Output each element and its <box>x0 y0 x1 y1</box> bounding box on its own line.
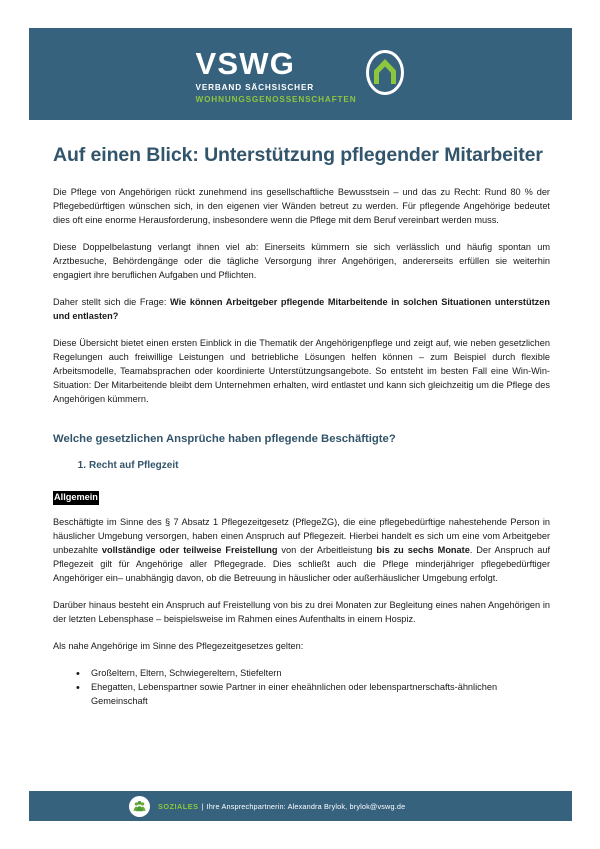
relatives-bullet-list <box>53 667 550 710</box>
intro-paragraph-4: Diese Übersicht bietet einen ersten Einblick in die Thematik der Angehörigenpflege und zeigt auf, wie neben gesetzlichen Regelungen auch freiwillige Leistungen und betriebliche Lösungen helfen können – zum Beispiel durch flexible Arbeitsmodelle, Teamabsprachen oder koordinierte Unterstützungsangebote. So entsteht im besten Fall eine Win-Win-Situation: Der Mitarbeitende bleibt dem Unternehmen erhalten, wird entlastet und kann sich gleichzeitig um die Pflege des Angehörigen kümmern. <box>53 337 550 404</box>
footer-badge <box>129 796 150 817</box>
pflegezeit-part-1: Beschäftigte im Sinne des § 7 Absatz 1 Pflegezeitgesetz (PflegeZG), die eine pflegebedürftige nahestehende Person in häuslicher Umgebung versorgen, haben einen Anspruch auf Pflegezeit. Hierbei handelt es sich um eine vom Arbeitgeber unbezahlte <box>53 516 550 555</box>
pflegezeit-bold-2: bis zu sechs Monate <box>376 544 470 555</box>
list-item: • Großeltern, Eltern, Schwiegereltern, Stiefeltern <box>91 667 550 681</box>
logo-wordmark: VSWG <box>195 46 296 82</box>
footer-text <box>158 802 405 811</box>
pflegezeit-part-2: von der Arbeitleistung <box>277 544 377 555</box>
page-title: Auf einen Blick: Unterstützung pflegender Mitarbeiter <box>53 144 543 166</box>
page-header-band <box>29 28 572 120</box>
list-item: • Ehegatten, Lebenspartner sowie Partner in einer eheähnlichen oder lebenspartnerschafts-ähnlichen Gemeinschaft <box>91 681 550 709</box>
section-heading-legal-claims: Welche gesetzlichen Ansprüche haben pflegende Beschäftigte? <box>53 432 396 445</box>
pflegezeit-bold-1: vollständige oder teilweise Freistellung <box>101 544 278 555</box>
page-footer-band <box>29 791 572 821</box>
numbered-list <box>53 458 550 473</box>
footer-contact-info: Ihre Ansprechpartnerin: Alexandra Brylok, brylok@vswg.de <box>206 801 406 811</box>
numbered-list-item: Recht auf Pflegzeit <box>89 460 179 472</box>
highlighted-subheading-allgemein: Allgemein <box>53 491 99 504</box>
paragraph-3-lead: Daher stellt sich die Frage: <box>53 296 170 307</box>
logo-text-block <box>196 48 357 103</box>
logo-subtitle-line2: WOHNUNGSGENOSSENSCHAFTEN <box>195 94 357 104</box>
intro-paragraph-3 <box>53 296 550 324</box>
footer-content <box>129 796 405 817</box>
logo-subtitle-line1: VERBAND SÄCHSISCHER <box>195 83 315 93</box>
document-content <box>53 143 550 719</box>
footer-separator: | <box>201 801 204 811</box>
intro-paragraph-1: Die Pflege von Angehörigen rückt zunehmend ins gesellschaftliche Bewusstsein – und das zu Recht: Rund 80 % der Pflegebedürftigen wünschen sich, in den eigenen vier Wänden betreut zu werden. Für pflegende Angehörige bedeutet dies oft eine enorme Herausforderung, insbesondere wenn die Pflege mit dem Beruf vereinbart werden muss. <box>53 186 550 225</box>
vswg-logo <box>196 48 406 103</box>
footer-category-label: SOZIALES <box>158 801 199 811</box>
intro-paragraph-2: Diese Doppelbelastung verlangt ihnen viel ab: Einerseits kümmern sie sich verlässlich und häufig spontan um Arztbesuche, Behördengänge oder die tägliche Versorgung ihrer Angehörigen, andererseits erfüllen sie weiterhin engagiert ihre beruflichen Aufgaben und Pflichten. <box>53 241 550 280</box>
social-people-icon <box>132 799 147 814</box>
pflegezeit-part-3: . Der Anspruch auf Pflegezeit gilt für Angehörige aller Pflegegrade. Dies schließt auch die Pflege minderjähriger pflegebedürftiger Angehöriger ein– unabhängig davon, ob die Betreuung in häuslicher oder außerhäuslicher Umgebung erfolgt. <box>53 544 550 583</box>
body-paragraph-angehoerige-intro: Als nahe Angehörige im Sinne des Pflegezeitgesetzes gelten: <box>53 640 304 651</box>
paragraph-3-question: Wie können Arbeitgeber pflegende Mitarbeitende in solchen Situationen unterstützen und entlasten? <box>53 296 550 321</box>
body-paragraph-freistellung: Darüber hinaus besteht ein Anspruch auf Freistellung von bis zu drei Monaten zur Begleitung eines nahen Angehörigen in der letzten Lebensphase – beispielsweise im Rahmen eines Aufenthalts in einem Hospiz. <box>53 599 550 624</box>
house-in-circle-icon <box>365 49 405 96</box>
highlight-label-wrapper <box>53 487 550 515</box>
body-paragraph-pflegezeit <box>53 516 550 586</box>
